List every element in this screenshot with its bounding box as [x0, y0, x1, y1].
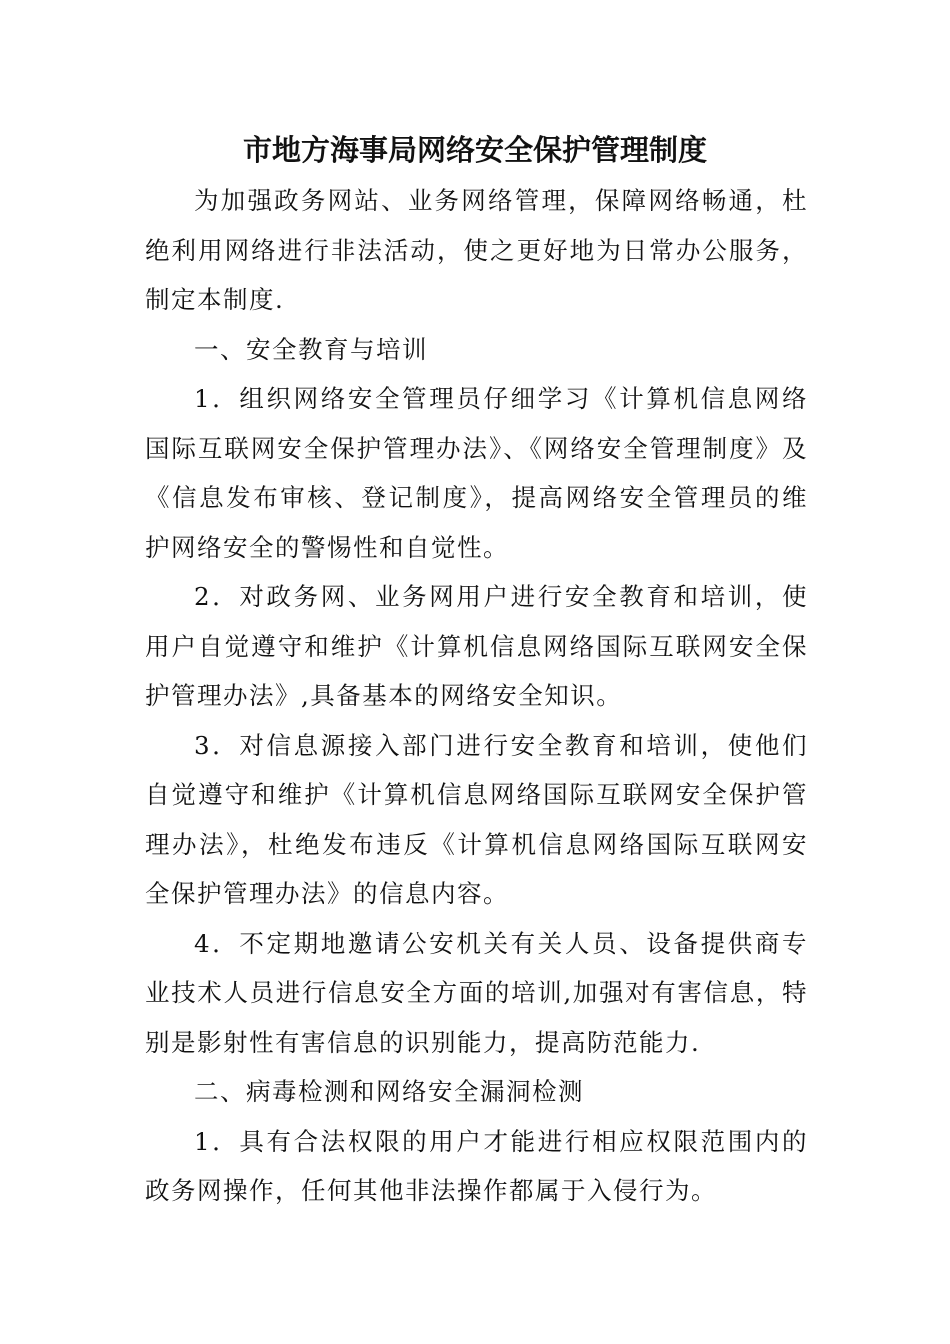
document-title: 市地方海事局网络安全保护管理制度: [242, 133, 707, 167]
paragraph-item-4: 4．不定期地邀请公安机关有关人员、设备提供商专业技术人员进行信息安全方面的培训,加强对有害信息，特别是影射性有害信息的识别能力，提高防范能力.: [145, 928, 808, 1057]
paragraph-item-2: 2．对政务网、业务网用户进行安全教育和培训，使用户自觉遵守和维护《计算机信息网络国际互联网安全保护管理办法》,具备基本的网络安全知识。: [145, 582, 808, 710]
section-heading-education: 一、安全教育与培训: [194, 334, 428, 364]
section-heading-detection: 二、病毒检测和网络安全漏洞检测: [194, 1077, 584, 1106]
paragraph-item-3: 3．对信息源接入部门进行安全教育和培训，使他们自觉遵守和维护《计算机信息网络国际互联网安全保护管理办法》，杜绝发布违反《计算机信息网络国际互联网安全保护管理办法》的信息内容。: [145, 730, 808, 908]
paragraph-detection-item-1: 1．具有合法权限的用户才能进行相应权限范围内的政务网操作，任何其他非法操作都属于入侵行为。: [145, 1126, 808, 1205]
intro-paragraph: 为加强政务网站、业务网络管理，保障网络畅通，杜绝利用网络进行非法活动，使之更好地为日常办公服务，制定本制度.: [145, 186, 808, 314]
paragraph-item-1: 1．组织网络安全管理员仔细学习《计算机信息网络国际互联网安全保护管理办法》、《网络安全管理制度》及《信息发布审核、登记制度》，提高网络安全管理员的维护网络安全的警惕性和自觉性。: [145, 384, 808, 562]
document-body: [145, 176, 808, 1216]
